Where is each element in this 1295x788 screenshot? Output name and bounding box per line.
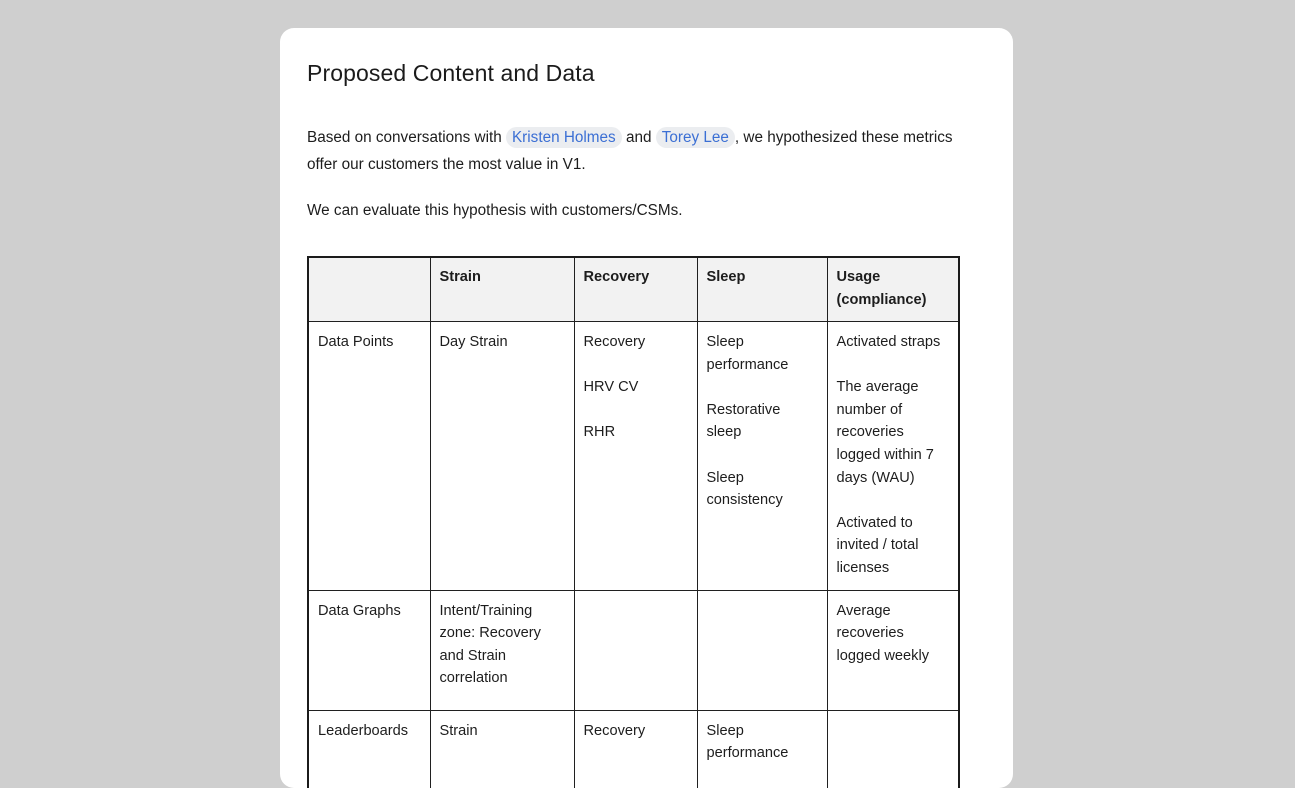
cell-paragraph: Recovery xyxy=(583,334,646,351)
cell-paragraph: Activated to invited / total licenses xyxy=(836,514,919,576)
table-header-cell-blank xyxy=(308,257,430,322)
cell-paragraph: Activated straps xyxy=(836,334,941,351)
cell-paragraph: Recovery xyxy=(583,722,646,739)
cell-paragraph: The average number of recoveries logged within 7 days (WAU) xyxy=(836,379,934,486)
table-cell-sleep xyxy=(697,590,827,710)
cell-paragraph: Intent/Training zone: Recovery and Strain correlation xyxy=(439,602,541,687)
table-cell-strain xyxy=(430,710,574,788)
table-header-row xyxy=(308,257,959,322)
intro-suffix-text: , we hypothesized these metrics offer our customers the most value in V1. xyxy=(307,129,953,173)
table-header xyxy=(308,257,959,322)
table-cell-strain xyxy=(430,590,574,710)
table-row xyxy=(308,322,959,590)
table-cell-sleep xyxy=(697,710,827,788)
table-body xyxy=(308,322,959,788)
table-header-cell-sleep: Sleep xyxy=(697,257,827,322)
intro-prefix-text: Based on conversations with xyxy=(307,129,502,146)
table-cell-recovery xyxy=(574,710,697,788)
table-row xyxy=(308,590,959,710)
cell-paragraph: RHR xyxy=(583,424,616,441)
document-body xyxy=(280,28,1013,788)
intro-paragraph xyxy=(307,124,986,178)
cell-paragraph: Sleep consistency xyxy=(706,469,783,509)
cell-paragraph: Sleep performance xyxy=(706,722,789,762)
cell-paragraph: Day Strain xyxy=(439,334,508,351)
page-title: Proposed Content and Data xyxy=(307,60,595,86)
document-card xyxy=(280,28,1013,788)
table-header-cell-strain: Strain xyxy=(430,257,574,322)
table-row-label: Leaderboards xyxy=(308,710,430,788)
table-cell-recovery xyxy=(574,322,697,590)
table-header-cell-usage: Usage (compliance) xyxy=(827,257,959,322)
table-cell-sleep xyxy=(697,322,827,590)
cell-paragraph: Average recoveries logged weekly xyxy=(836,602,929,664)
table-row-label: Data Points xyxy=(308,322,430,590)
cell-paragraph: Strain xyxy=(439,722,478,739)
second-paragraph: We can evaluate this hypothesis with customers/CSMs. xyxy=(307,202,683,219)
mention-chip-kristen-holmes[interactable]: Kristen Holmes xyxy=(506,127,622,148)
cell-paragraph: Sleep performance xyxy=(706,334,789,373)
table-cell-usage xyxy=(827,322,959,590)
table-header-cell-recovery: Recovery xyxy=(574,257,697,322)
table-cell-strain xyxy=(430,322,574,590)
cell-paragraph: HRV CV xyxy=(583,379,639,396)
mention-chip-torey-lee[interactable]: Torey Lee xyxy=(656,127,735,148)
cell-paragraph: Restorative sleep xyxy=(706,401,781,441)
table-row xyxy=(308,710,959,788)
intro-conjunction-text: and xyxy=(625,129,652,146)
metrics-table xyxy=(307,256,960,788)
table-row-label: Data Graphs xyxy=(308,590,430,710)
table-cell-usage xyxy=(827,590,959,710)
table-cell-usage xyxy=(827,710,959,788)
table-cell-recovery xyxy=(574,590,697,710)
